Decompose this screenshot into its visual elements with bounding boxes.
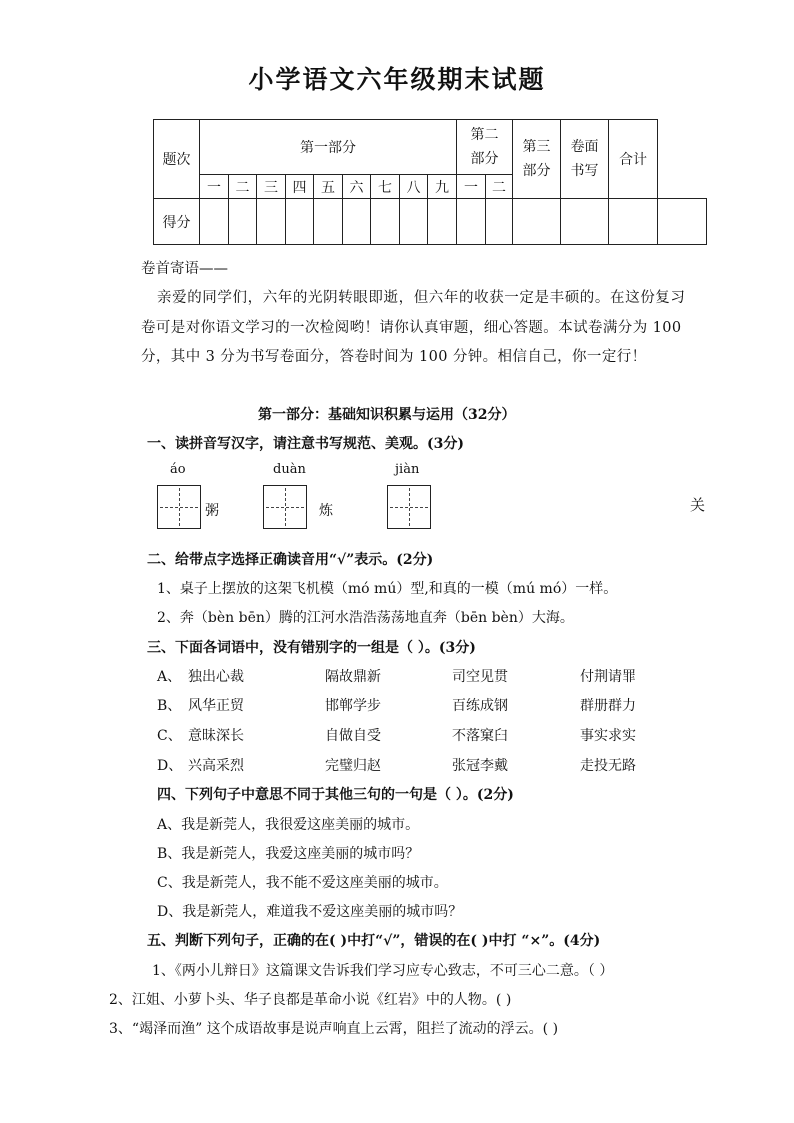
word-item: 意昧深长: [188, 728, 244, 744]
word-item: 事实求实: [580, 728, 636, 744]
q4-option: C、我是新莞人，我不能不爱这座美丽的城市。: [157, 875, 448, 891]
score-cell[interactable]: [343, 199, 371, 245]
score-cell[interactable]: [314, 199, 343, 245]
item-cell: 二: [229, 175, 257, 199]
score-cell[interactable]: [513, 199, 561, 245]
word-item: 付荆请罪: [580, 669, 636, 685]
word-item: 独出心裁: [188, 669, 244, 685]
score-cell[interactable]: [286, 199, 314, 245]
word-item: 司空见贯: [452, 669, 508, 685]
q4-option: A、我是新莞人，我很爱这座美丽的城市。: [157, 817, 420, 833]
item-cell: 四: [286, 175, 314, 199]
score-cell[interactable]: [486, 199, 513, 245]
preface-line: 分，其中 3 分为书写卷面分，答卷时间为 100 分钟。相信自己，你一定行！: [141, 349, 647, 365]
item-cell: 三: [257, 175, 286, 199]
items-row-label: 题次: [154, 120, 200, 199]
writing-grid[interactable]: [263, 485, 307, 529]
part1-heading: 第一部分：基础知识积累与运用（32分）: [258, 407, 516, 423]
word-item: 邯郸学步: [325, 698, 381, 714]
option-label: D、: [157, 758, 183, 774]
word-item: 风华正贸: [188, 698, 244, 714]
handwriting-header: 卷面书写: [561, 120, 609, 199]
part2-header: 第二部分: [457, 120, 513, 175]
writing-grid[interactable]: [157, 485, 201, 529]
part3-header: 第三部分: [513, 120, 561, 199]
score-table: [153, 119, 707, 245]
q5-heading: 五、判断下列句子，正确的在( )中打“√”，错误的在( )中打 “×”。(4分): [147, 933, 601, 949]
pinyin-label: áo: [170, 462, 186, 477]
score-cell[interactable]: [658, 199, 707, 245]
option-label: C、: [157, 728, 182, 744]
q3-heading: 三、下面各词语中，没有错别字的一组是（ ）。(3分): [147, 640, 476, 656]
score-cell[interactable]: [229, 199, 257, 245]
option-label: A、: [157, 669, 182, 685]
item-cell: 八: [400, 175, 428, 199]
item-cell: 一: [457, 175, 486, 199]
q2-line: 2、奔（bèn bēn）腾的江河水浩浩荡荡地直奔（bēn bèn）大海。: [157, 610, 574, 626]
option-label: B、: [157, 698, 182, 714]
page-title: 小学语文六年级期末试题: [248, 65, 546, 94]
pinyin-label: duàn: [273, 462, 306, 477]
score-cell[interactable]: [457, 199, 486, 245]
score-cell[interactable]: [428, 199, 457, 245]
word-item: 群册群力: [580, 698, 636, 714]
preface-line: 卷可是对你语文学习的一次检阅哟！请你认真审题，细心答题。本试卷满分为 100: [141, 320, 682, 336]
q4-option: B、我是新莞人，我爱这座美丽的城市吗？: [157, 846, 420, 862]
stray-character: 关: [690, 496, 706, 514]
score-cell[interactable]: [400, 199, 428, 245]
item-cell: 二: [486, 175, 513, 199]
total-header: 合计: [609, 120, 658, 199]
score-cell[interactable]: [257, 199, 286, 245]
q4-heading: 四、下列句子中意思不同于其他三句的一句是（ ）。(2分): [157, 787, 514, 803]
q1-heading: 一、读拼音写汉字，请注意书写规范、美观。(3分): [147, 436, 464, 452]
score-row-label: 得分: [154, 199, 200, 245]
q2-heading: 二、给带点字选择正确读音用“√”表示。(2分): [147, 552, 434, 568]
item-cell: 七: [371, 175, 400, 199]
pinyin-label: jiàn: [395, 462, 420, 477]
score-cell[interactable]: [609, 199, 658, 245]
preface-heading: 卷首寄语——: [141, 261, 228, 277]
word-item: 走投无路: [580, 758, 636, 774]
word-item: 完璧归赵: [325, 758, 381, 774]
score-cell[interactable]: [200, 199, 229, 245]
preface-line: 亲爱的同学们，六年的光阴转眼即逝，但六年的收获一定是丰硕的。在这份复习: [157, 290, 686, 306]
word-item: 兴高采烈: [188, 758, 244, 774]
q5-line: 3、“竭泽而渔” 这个成语故事是说声响直上云霄，阻拦了流动的浮云。( ): [109, 1021, 559, 1037]
word-item: 自做自受: [325, 728, 381, 744]
item-cell: 六: [343, 175, 371, 199]
q5-line: 1、《两小儿辩日》这篇课文告诉我们学习应专心致志，不可三心二意。（ ）: [152, 963, 614, 979]
word-item: 不落窠臼: [452, 728, 508, 744]
word-item: 隔故鼎新: [325, 669, 381, 685]
item-cell: 九: [428, 175, 457, 199]
item-cell: 五: [314, 175, 343, 199]
word-item: 百练成钢: [452, 698, 508, 714]
item-cell: 一: [200, 175, 229, 199]
part1-header: 第一部分: [200, 120, 457, 175]
q4-option: D、我是新莞人，难道我不爱这座美丽的城市吗？: [157, 904, 463, 920]
grid-suffix-char: 粥: [205, 503, 219, 519]
score-cell[interactable]: [561, 199, 609, 245]
writing-grid[interactable]: [387, 485, 431, 529]
grid-suffix-char: 炼: [319, 503, 333, 519]
word-item: 张冠李戴: [452, 758, 508, 774]
q2-line: 1、桌子上摆放的这架飞机模（mó mú）型,和真的一模（mú mó）一样。: [157, 581, 618, 597]
q5-line: 2、江姐、小萝卜头、华子良都是革命小说《红岩》中的人物。( ): [109, 992, 512, 1008]
score-cell[interactable]: [371, 199, 400, 245]
